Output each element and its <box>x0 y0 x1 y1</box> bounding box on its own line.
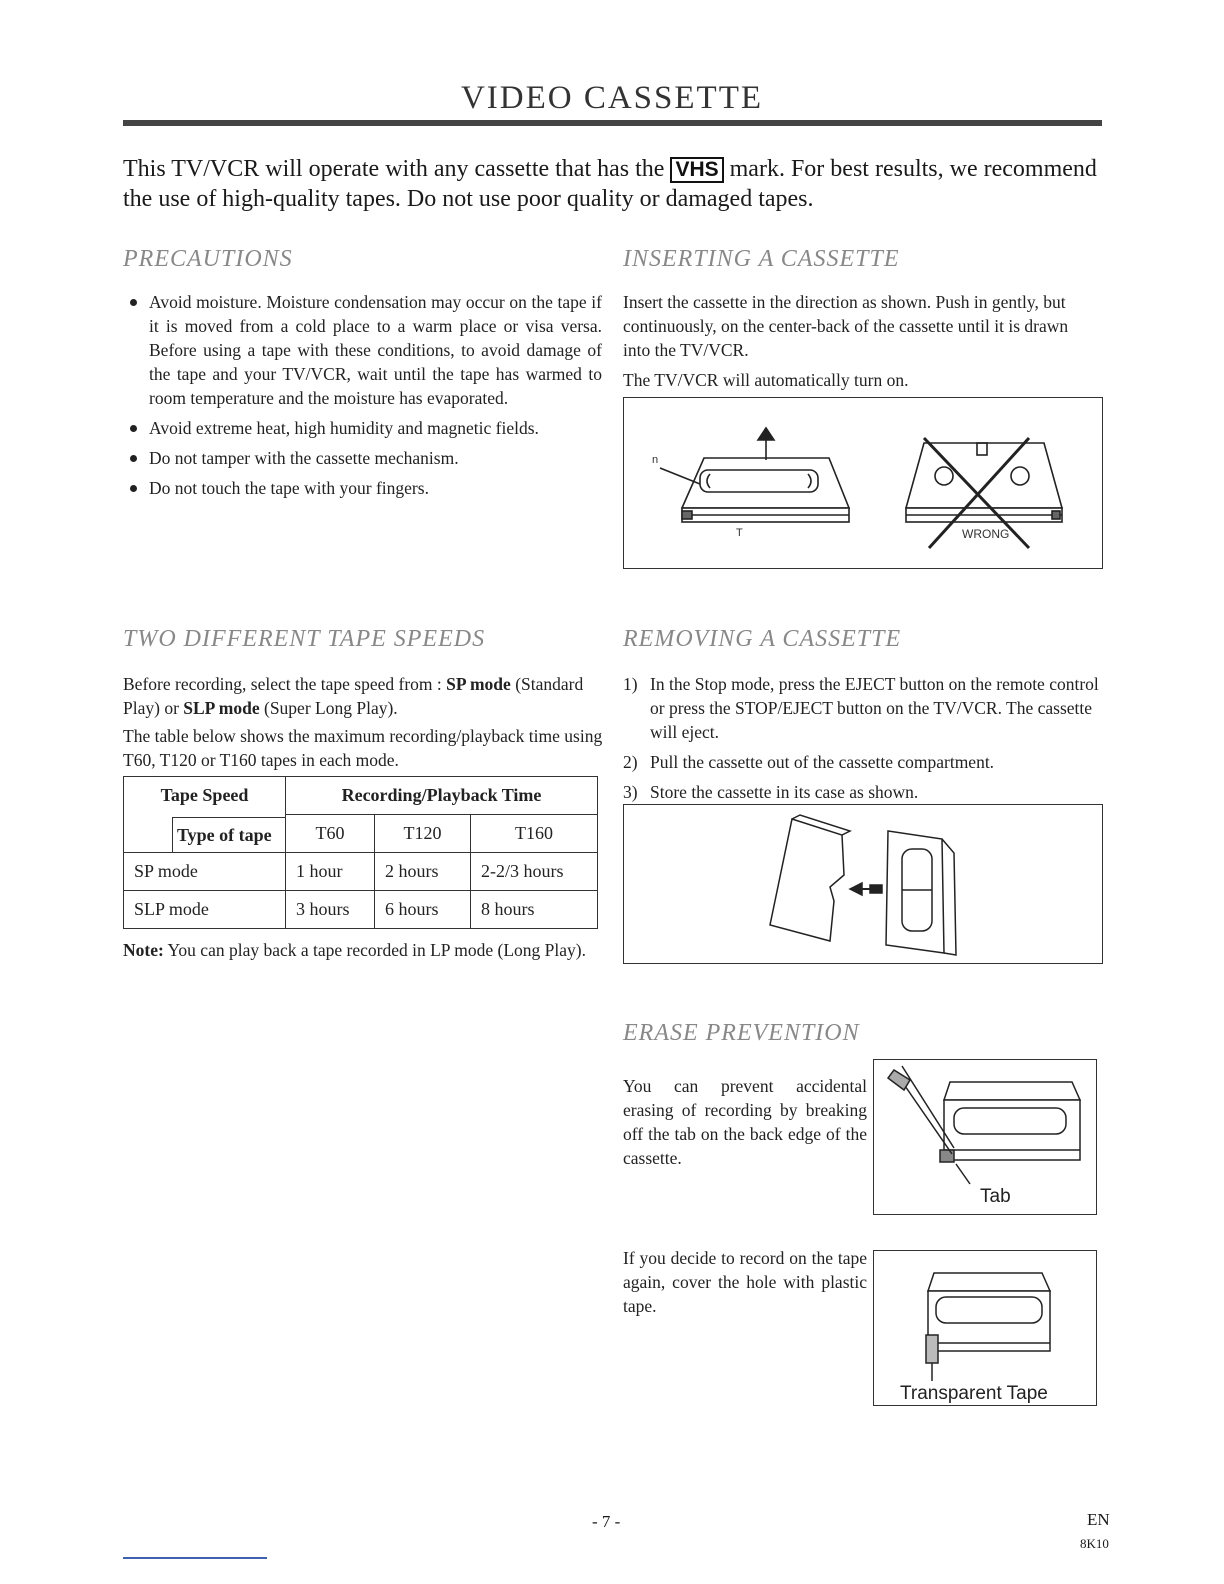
speeds-para-1-a: Before recording, select the tape speed from : <box>123 674 447 694</box>
time-cell: 2 hours <box>375 853 471 891</box>
intro-paragraph <box>123 154 1113 214</box>
time-cell: 2-2/3 hours <box>471 853 598 891</box>
precautions-list <box>124 290 602 500</box>
table-row <box>124 891 598 929</box>
speeds-para-1 <box>123 672 603 720</box>
language-code: EN <box>1087 1510 1110 1529</box>
inserting-para-2: The TV/VCR will automatically turn on. <box>623 370 909 390</box>
speeds-note <box>123 938 603 962</box>
correct-cassette-drawing <box>660 428 849 522</box>
footer-rule <box>123 1557 267 1559</box>
step-text: Store the cassette in its case as shown. <box>650 782 919 802</box>
precaution-item: Do not tamper with the cassette mechanism. <box>124 446 602 470</box>
insert-cassette-illustration <box>624 398 1102 568</box>
transparent-tape-figure <box>873 1250 1097 1406</box>
step-number: 2) <box>623 752 638 772</box>
inserting-heading: INSERTING A CASSETTE <box>623 246 900 272</box>
page-number: - 7 - <box>592 1512 621 1531</box>
table-row <box>124 853 598 891</box>
note-label: Note: <box>123 940 164 960</box>
sp-mode-label: SP mode <box>446 674 511 694</box>
inserting-para-1: Insert the cassette in the direction as shown. Push in gently, but continuously, on the center-back of the cassette until it is drawn into the TV/VCR. <box>623 292 1069 360</box>
removing-heading: REMOVING A CASSETTE <box>623 626 902 652</box>
erase-para-1: You can prevent accidental erasing of recording by breaking off the tab on the back edge of the cassette. <box>623 1076 867 1168</box>
type-of-tape-cell <box>124 815 286 853</box>
vhs-logo: VHS <box>670 157 723 183</box>
time-cell: 8 hours <box>471 891 598 929</box>
tab-label: Tab <box>980 1186 1011 1207</box>
label-wrong: WRONG <box>962 527 1010 541</box>
step-number: 3) <box>623 782 638 802</box>
header-type-of-tape: Type of tape <box>172 817 285 852</box>
header-recording-time: Recording/Playback Time <box>286 777 598 815</box>
model-code: 8K10 <box>1080 1536 1109 1551</box>
inserting-text <box>623 290 1093 392</box>
speeds-heading: TWO DIFFERENT TAPE SPEEDS <box>123 626 486 652</box>
removing-step <box>623 750 1105 774</box>
table-header-row <box>124 777 598 815</box>
page-title: VIDEO CASSETTE <box>460 80 764 116</box>
slp-mode-label: SLP mode <box>183 698 260 718</box>
mode-cell: SLP mode <box>124 891 286 929</box>
cassette-case-illustration <box>624 805 1102 963</box>
removing-step <box>623 780 1105 804</box>
removing-list <box>623 672 1105 804</box>
table-type-row <box>124 815 598 853</box>
tape-type-cell: T160 <box>471 815 598 853</box>
mode-cell: SP mode <box>124 853 286 891</box>
transparent-tape-label: Transparent Tape <box>900 1383 1048 1404</box>
removing-step <box>623 672 1105 744</box>
removing-figure <box>623 804 1103 964</box>
inserting-figure <box>623 397 1103 569</box>
transparent-tape-illustration <box>874 1251 1096 1405</box>
precaution-item: Do not touch the tape with your fingers. <box>124 476 602 500</box>
title-rule <box>123 120 1102 126</box>
note-text: You can play back a tape recorded in LP mode (Long Play). <box>163 940 586 960</box>
tab-figure <box>873 1059 1097 1215</box>
step-text: In the Stop mode, press the EJECT button on the remote control or press the STOP/EJECT button on the TV/VCR. The cassette will eject. <box>650 674 1099 742</box>
intro-text-after: mark. For best results, we recommend the use of high-quality tapes. Do not use poor quality or damaged tapes. <box>123 156 1097 212</box>
speeds-para-2: The table below shows the maximum recording/playback time using T60, T120 or T160 tapes in each mode. <box>123 726 603 770</box>
erase-para-2: If you decide to record on the tape again, cover the hole with plastic tape. <box>623 1248 867 1316</box>
tape-type-cell: T60 <box>286 815 375 853</box>
tape-speed-table-wrap <box>123 776 598 929</box>
case-drawing <box>770 819 844 941</box>
precautions-section <box>124 290 602 506</box>
label-t: T <box>736 527 743 539</box>
speeds-para-1-b: (Standard Play) or <box>123 674 584 718</box>
speeds-para-1-c: (Super Long Play). <box>259 698 398 718</box>
removing-steps <box>623 672 1105 810</box>
tab-break-illustration <box>874 1060 1096 1214</box>
tape-type-cell: T120 <box>375 815 471 853</box>
erase-heading: ERASE PREVENTION <box>623 1020 860 1046</box>
speeds-text <box>123 672 603 772</box>
step-number: 1) <box>623 674 638 694</box>
label-n: n <box>652 454 659 466</box>
header-tape-speed: Tape Speed <box>124 777 286 815</box>
precaution-item: Avoid moisture. Moisture condensation may occur on the tape if it is moved from a cold place to a warm place or visa versa. Before using a tape with these conditions, to avoid damage of the tape and your TV/VCR, wait until the tape has warmed to room temperature and the moisture has evaporated. <box>124 290 602 410</box>
time-cell: 1 hour <box>286 853 375 891</box>
tape-speed-table <box>123 776 598 929</box>
precautions-heading: PRECAUTIONS <box>123 246 293 272</box>
intro-text-before: This TV/VCR will operate with any cassette that has the <box>123 156 665 182</box>
time-cell: 6 hours <box>375 891 471 929</box>
precaution-item: Avoid extreme heat, high humidity and magnetic fields. <box>124 416 602 440</box>
step-text: Pull the cassette out of the cassette compartment. <box>650 752 995 772</box>
time-cell: 3 hours <box>286 891 375 929</box>
